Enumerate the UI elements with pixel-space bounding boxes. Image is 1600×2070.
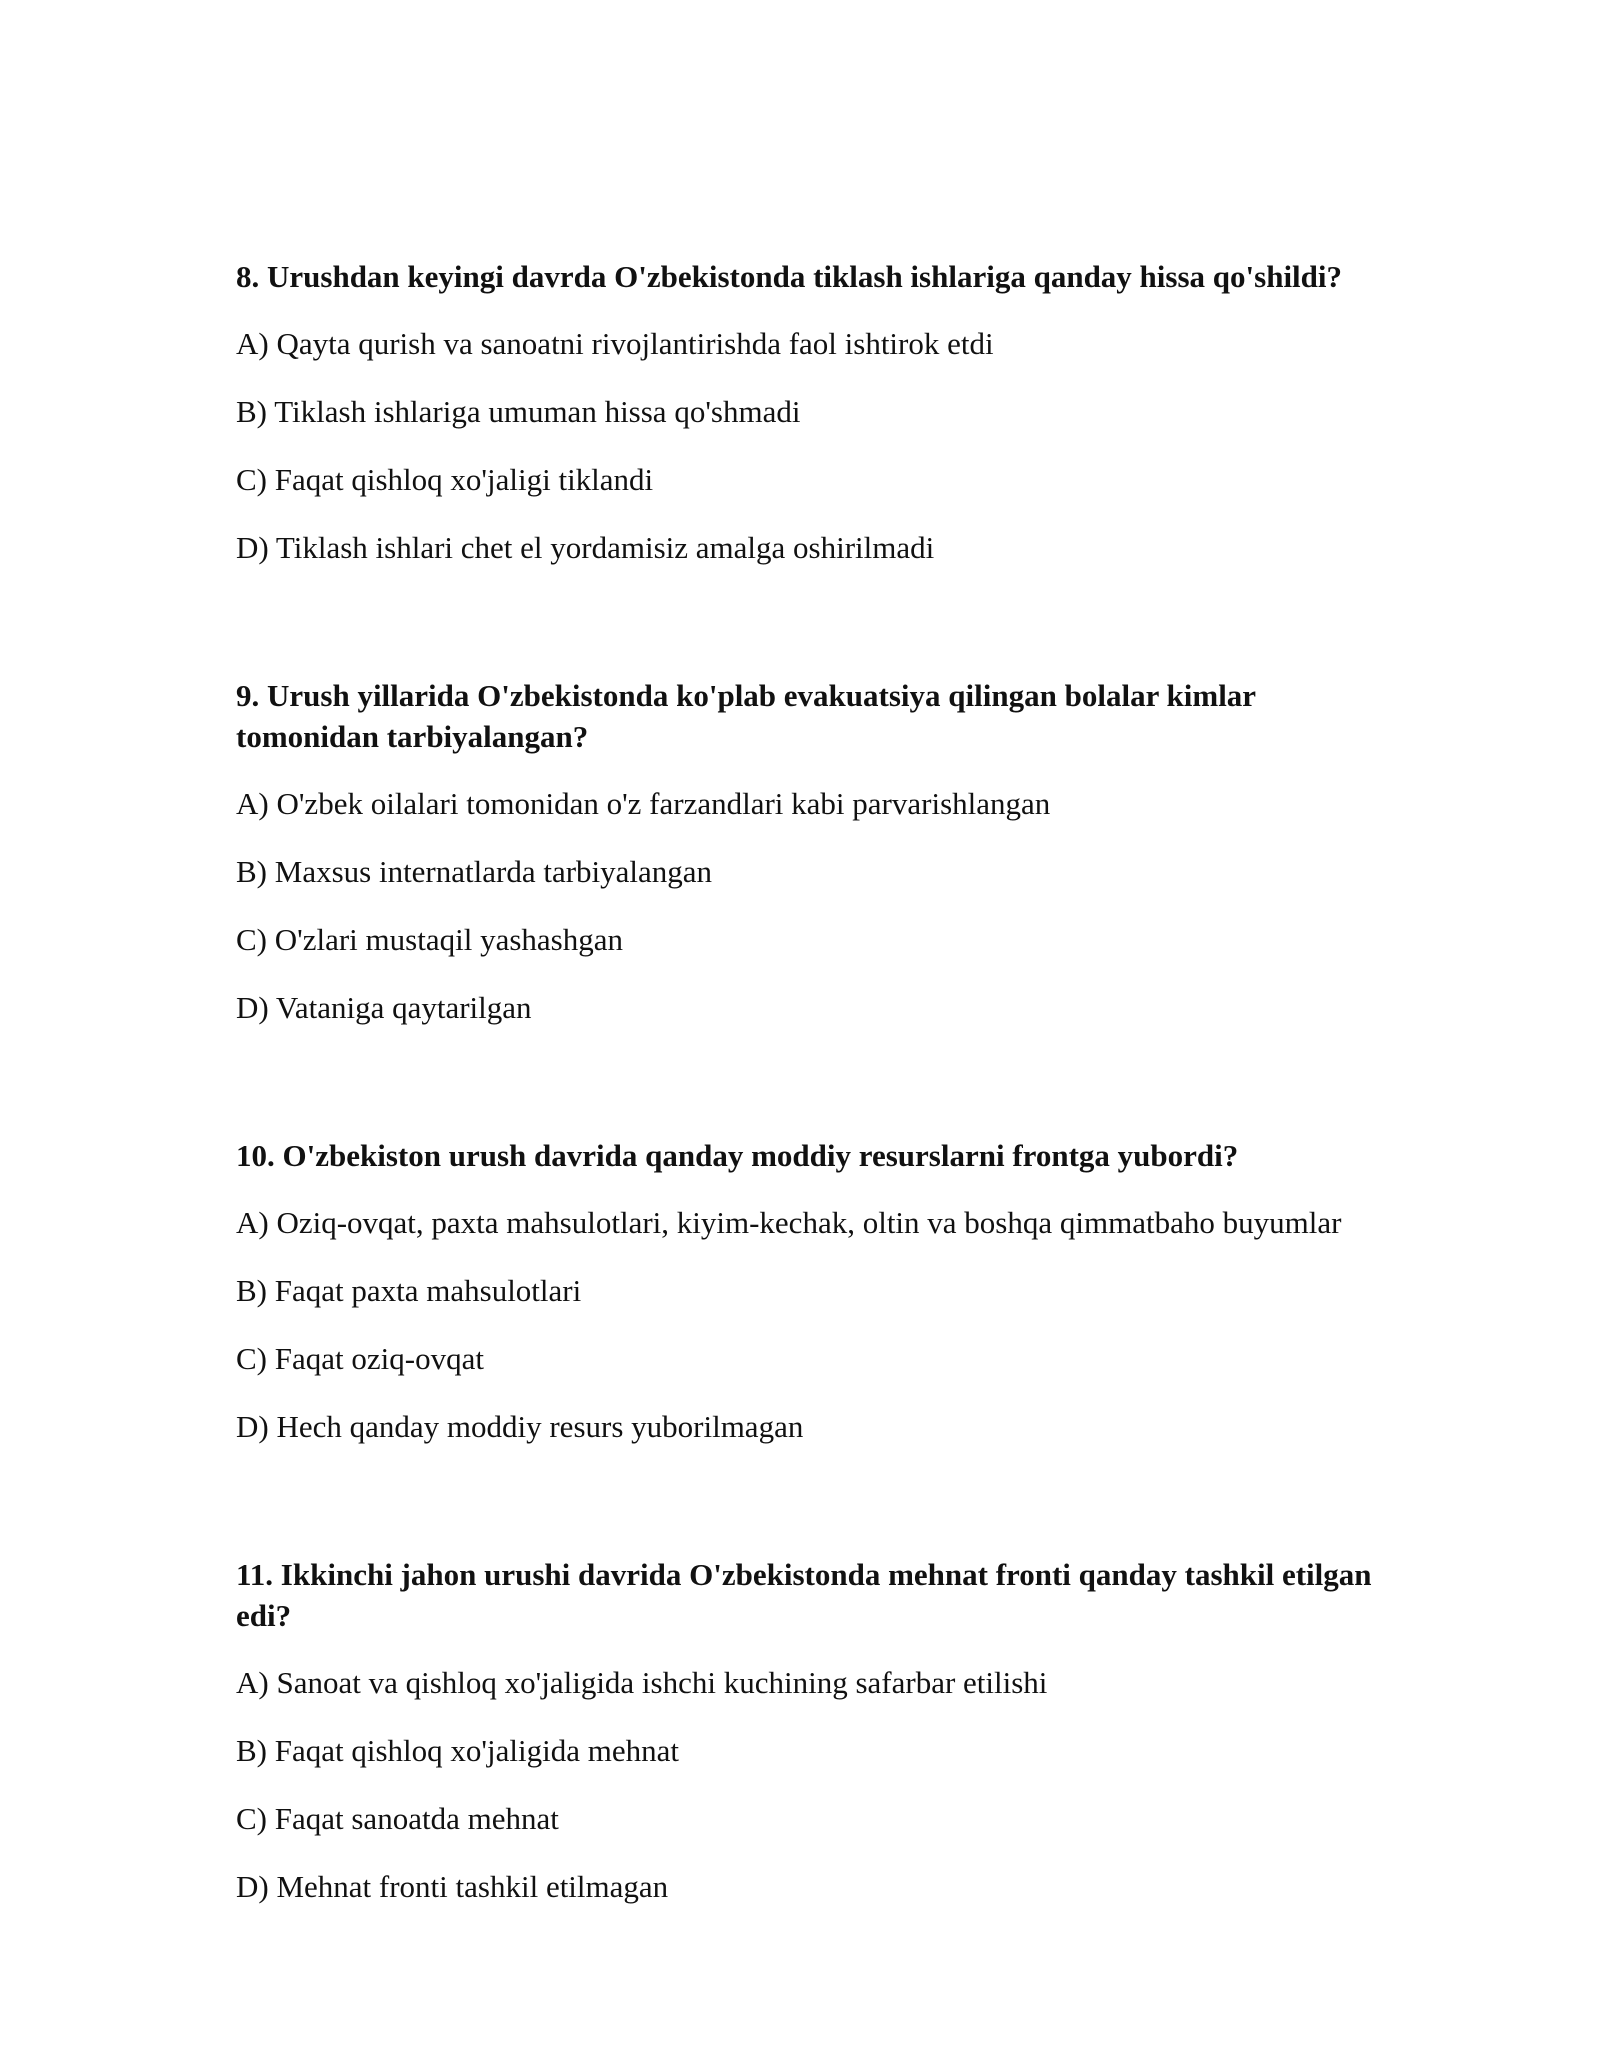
question-text: 11. Ikkinchi jahon urushi davrida O'zbekistonda mehnat fronti qanday tashkil etilgan edi? — [236, 1557, 1372, 1633]
answer-option-d: D) Tiklash ishlari chet el yordamisiz amalga oshirilmadi — [236, 530, 935, 565]
answer-option-c: C) Faqat oziq-ovqat — [236, 1341, 484, 1376]
answer-option-a: A) Sanoat va qishloq xo'jaligida ishchi kuchining safarbar etilishi — [236, 1665, 1048, 1700]
answer-option-a: A) Qayta qurish va sanoatni rivojlantirishda faol ishtirok etdi — [236, 326, 994, 361]
question-block-8 — [236, 256, 1376, 568]
document-page — [236, 256, 1376, 1907]
question-spacer — [236, 1028, 1376, 1135]
answer-option-b: B) Faqat qishloq xo'jaligida mehnat — [236, 1733, 679, 1768]
answer-option-a: A) Oziq-ovqat, paxta mahsulotlari, kiyim-kechak, oltin va boshqa qimmatbaho buyumlar — [236, 1205, 1342, 1240]
question-spacer — [236, 568, 1376, 675]
question-block-9 — [236, 675, 1376, 1028]
question-block-10 — [236, 1135, 1376, 1447]
answer-option-b: B) Tiklash ishlariga umuman hissa qo'shmadi — [236, 394, 801, 429]
answer-option-d: D) Vataniga qaytarilgan — [236, 990, 532, 1025]
answer-option-c: C) Faqat qishloq xo'jaligi tiklandi — [236, 462, 654, 497]
question-text: 10. O'zbekiston urush davrida qanday moddiy resurslarni frontga yubordi? — [236, 1138, 1239, 1173]
answer-option-d: D) Hech qanday moddiy resurs yuborilmagan — [236, 1409, 804, 1444]
answer-option-c: C) O'zlari mustaqil yashashgan — [236, 922, 623, 957]
question-spacer — [236, 1447, 1376, 1554]
question-block-11 — [236, 1554, 1376, 1907]
question-text: 8. Urushdan keyingi davrda O'zbekistonda tiklash ishlariga qanday hissa qo'shildi? — [236, 259, 1343, 294]
question-text: 9. Urush yillarida O'zbekistonda ko'plab evakuatsiya qilingan bolalar kimlar tomonidan tarbiyalangan? — [236, 678, 1256, 754]
answer-option-b: B) Faqat paxta mahsulotlari — [236, 1273, 582, 1308]
answer-option-d: D) Mehnat fronti tashkil etilmagan — [236, 1869, 669, 1904]
answer-option-b: B) Maxsus internatlarda tarbiyalangan — [236, 854, 713, 889]
answer-option-a: A) O'zbek oilalari tomonidan o'z farzandlari kabi parvarishlangan — [236, 786, 1051, 821]
answer-option-c: C) Faqat sanoatda mehnat — [236, 1801, 559, 1836]
